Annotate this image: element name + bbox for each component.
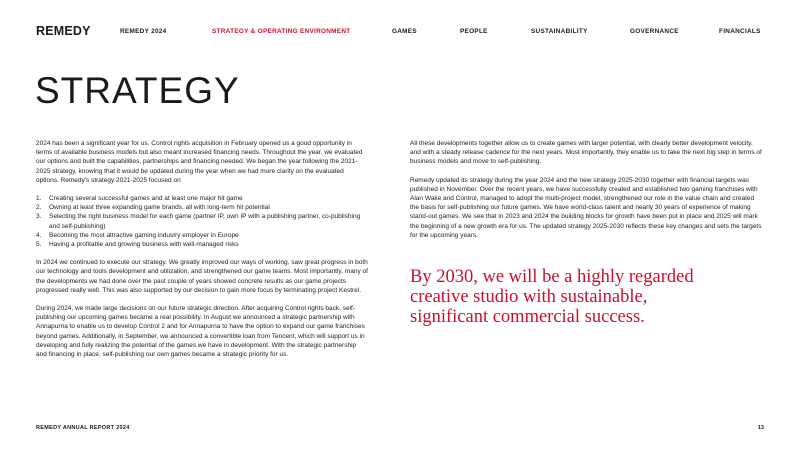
paragraph: In 2024 we continued to execute our strategy. We greatly improved our ways of working, saw great progress in both our technology and tools development and utilization, and strengthened our game teams. Most importantly, many of the developments we had done over the past couple of years showed concrete results as our game projects progressed really well. This was also supported by our decision to gain more focus by terminating project Kestrel. (36, 259, 368, 294)
list-text: Selecting the right business model for each game (partner IP, own IP with a publishing partner, co-publishing and self-publishing) (49, 213, 361, 230)
list-number: 2. (36, 204, 42, 212)
right-column (410, 139, 764, 249)
nav-strategy[interactable]: STRATEGY & OPERATING ENVIRONMENT (212, 28, 351, 35)
list-text: Owning at least three expanding game brands, all with long-term hit potential (49, 204, 270, 212)
nav-financials[interactable]: FINANCIALS (719, 28, 761, 35)
list-item (36, 240, 368, 249)
page-number: 13 (757, 425, 764, 431)
paragraph: During 2024, we made large decisions on our future strategic direction. After acquiring Control rights back, self-publishing our upcoming games became a real possibility. In August we announced a strategic partnership with Annapurna to enable us to develop Control 2 and for Annapurna to have the option to expand our game franchises beyond games. Additionally, in September, we announced a convertible loan from Tencent, which will support us in developing and fully realizing the potential of the games we have in development. With the strategic partnership and financing in place, self-publishing our own games became a strategic priority for us. (36, 305, 365, 359)
list-item (36, 194, 368, 203)
list-item (36, 203, 368, 212)
list-item (36, 212, 368, 230)
list-number: 3. (36, 213, 42, 221)
page-title: STRATEGY (35, 70, 240, 111)
footer-report-title: REMEDY ANNUAL REPORT 2024 (36, 425, 130, 431)
list-item (36, 231, 368, 240)
paragraph: All these developments together allow us to create games with larger potential, with clearly better development velocity, and with a steady release cadence for the next years. Most importantly, they enable us to take the next big step in terms of business models and move to self-publishing. (410, 140, 762, 166)
nav-sustainability[interactable]: SUSTAINABILITY (531, 28, 588, 35)
top-navigation (36, 24, 764, 40)
pull-quote: By 2030, we will be a highly regarded creative studio with sustainable, significant commercial success. (410, 267, 694, 327)
list-number: 5. (36, 241, 42, 249)
nav-remedy-2024[interactable]: REMEDY 2024 (120, 28, 167, 35)
nav-games[interactable]: GAMES (392, 28, 417, 35)
nav-people[interactable]: PEOPLE (460, 28, 488, 35)
strategy-list (36, 194, 368, 249)
list-number: 1. (36, 195, 42, 203)
brand-logo[interactable]: REMEDY (36, 24, 91, 38)
nav-governance[interactable]: GOVERNANCE (630, 28, 679, 35)
list-text: Having a profitable and growing business with well-managed risks (49, 241, 239, 249)
list-text: Becoming the most attractive gaming industry employer in Europe (49, 231, 239, 239)
list-number: 4. (36, 231, 42, 239)
list-text: Creating several successful games and at least one major hit game (49, 195, 243, 203)
left-column (36, 139, 368, 368)
paragraph: 2024 has been a significant year for us. Control rights acquisition in February opened us a good opportunity in terms of available business models but also meant increased financing needs. Throughout the year, we evaluated our options and built the capabilities, partnerships and financing needed. We began the year following the 2021-2025 strategy, knowing that it would be updated during the year when we had more clarity on the evaluated options. Remedy's strategy 2021-2025 focused on (36, 140, 363, 184)
paragraph: Remedy updated its strategy during the year 2024 and the new strategy 2025-2030 together with financial targets was published in November. Over the recent years, we have successfully created and established two gaming franchises with Alan Wake and Control, managed to adopt the multi-project model, strengthened our role in the value chain and created the basis for self-publishing our future games. We have world-class talent and nearly 30 years of experience of making stand-out games. We see that in 2023 and 2024 the building blocks for growth have been put in place and 2025 will mark the beginning of a new growth era for us. The updated strategy 2025-2030 reflects these key changes and sets the targets for the upcoming years. (410, 176, 762, 239)
